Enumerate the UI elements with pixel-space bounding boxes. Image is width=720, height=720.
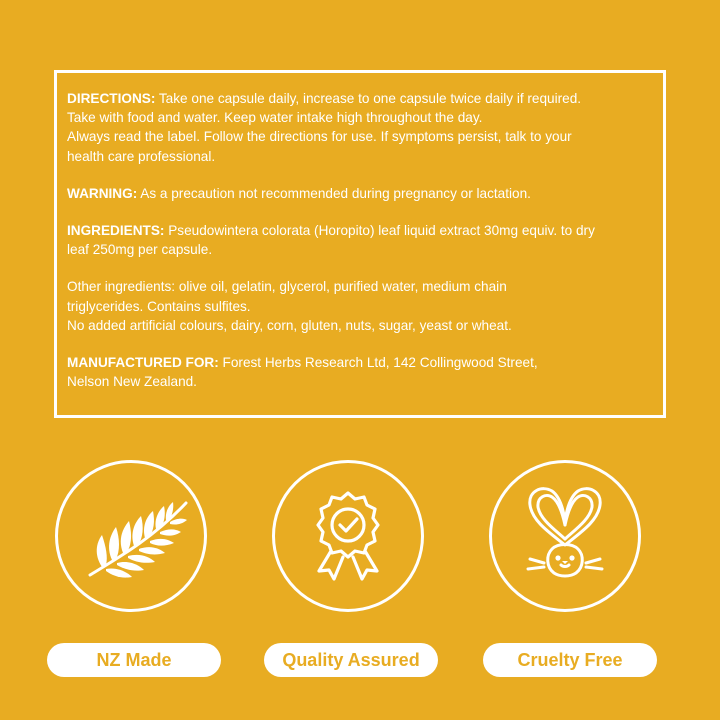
nz-made-label: NZ Made: [47, 643, 221, 677]
ingredients-section: [67, 221, 653, 259]
other-ingredients-text-1: Other ingredients: olive oil, gelatin, glycerol, purified water, medium chain: [67, 279, 507, 295]
fern-icon: [58, 463, 204, 609]
award-ribbon-icon: [275, 463, 421, 609]
bunny-heart-icon: [492, 463, 638, 609]
other-ingredients-text-3: No added artificial colours, dairy, corn, gluten, nuts, sugar, yeast or wheat.: [67, 317, 512, 333]
ingredients-label: INGREDIENTS:: [67, 223, 165, 239]
nz-made-badge: [55, 460, 207, 612]
directions-label: DIRECTIONS:: [67, 91, 156, 106]
warning-section: [67, 184, 653, 203]
cruelty-free-badge: [489, 460, 641, 612]
warning-label: WARNING:: [67, 185, 138, 201]
quality-assured-label: Quality Assured: [264, 643, 438, 677]
ingredients-text-2: leaf 250mg per capsule.: [67, 242, 213, 258]
directions-text-2: Take with food and water. Keep water intake high throughout the day.: [67, 110, 483, 126]
ingredients-text-1: Pseudowintera colorata (Horopito) leaf liquid extract 30mg equiv. to dry: [164, 223, 595, 239]
directions-section: [67, 89, 653, 166]
manufacturer-text-1: Forest Herbs Research Ltd, 142 Collingwood Street,: [218, 355, 538, 371]
directions-text-4: health care professional.: [67, 148, 216, 164]
directions-text-1: Take one capsule daily, increase to one capsule twice daily if required.: [155, 91, 582, 106]
manufacturer-label: MANUFACTURED FOR:: [67, 355, 219, 371]
product-info-panel: [54, 70, 666, 418]
manufacturer-section: [67, 353, 653, 391]
manufacturer-text-2: Nelson New Zealand.: [67, 374, 197, 390]
quality-assured-badge: [272, 460, 424, 612]
warning-text: As a precaution not recommended during pregnancy or lactation.: [137, 185, 531, 201]
other-ingredients-text-2: triglycerides. Contains sulfites.: [67, 298, 251, 314]
directions-text-3: Always read the label. Follow the directions for use. If symptoms persist, talk to your: [67, 129, 572, 145]
other-ingredients-section: [67, 277, 653, 335]
cruelty-free-label: Cruelty Free: [483, 643, 657, 677]
